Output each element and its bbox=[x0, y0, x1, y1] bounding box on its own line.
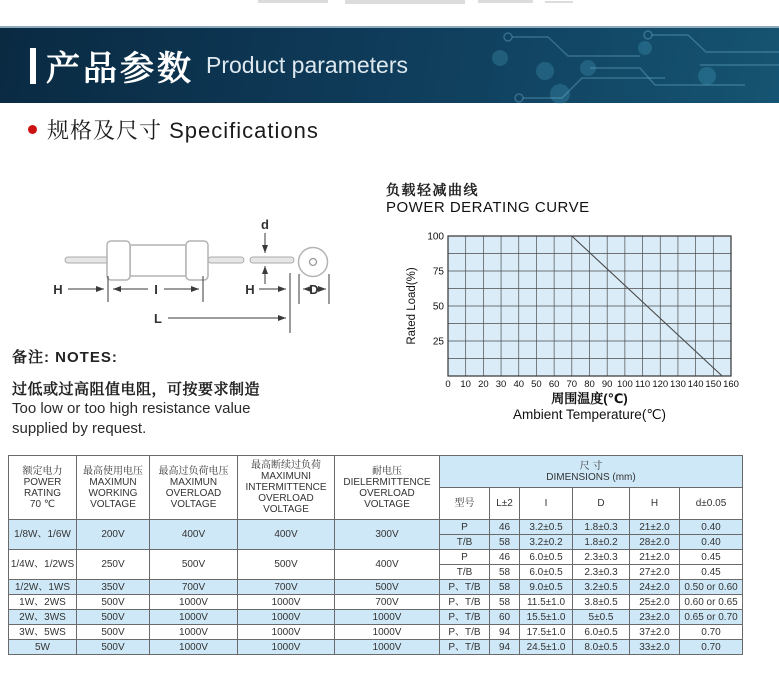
chart-title-en: POWER DERATING CURVE bbox=[386, 199, 590, 216]
section-title bbox=[28, 114, 319, 145]
table-row bbox=[9, 595, 743, 610]
dimension-cell: 17.5±1.0 bbox=[520, 625, 573, 640]
intermittent-voltage-cell: 700V bbox=[238, 580, 335, 595]
top-cropped-fragment bbox=[345, 0, 465, 4]
section-title-text: 规格及尺寸 Specifications bbox=[47, 118, 319, 143]
y-tick-label: 100 bbox=[427, 231, 444, 243]
dimension-cell: 3.2±0.2 bbox=[520, 535, 573, 550]
dim-label-h-right: H bbox=[245, 282, 255, 297]
x-tick-label: 130 bbox=[670, 379, 686, 390]
dimension-cell: 1.8±0.2 bbox=[573, 535, 630, 550]
power-rating-cell: 3W、5WS bbox=[9, 625, 77, 640]
x-tick-label: 160 bbox=[723, 379, 739, 390]
column-header bbox=[150, 456, 238, 520]
dims-subheader: d±0.05 bbox=[680, 488, 743, 520]
dimension-cell: 0.45 bbox=[680, 550, 743, 565]
y-tick-label: 25 bbox=[432, 336, 444, 348]
dimension-cell: 58 bbox=[490, 565, 520, 580]
dimension-cell: 0.45 bbox=[680, 565, 743, 580]
header-line: INTERMITTENCE bbox=[245, 482, 327, 493]
header-line: 70 ℃ bbox=[29, 498, 56, 510]
dimension-cell: 2.3±0.3 bbox=[573, 565, 630, 580]
dimension-cell: 37±2.0 bbox=[630, 625, 680, 640]
dim-label-diameter: D bbox=[309, 282, 319, 297]
table-row bbox=[9, 520, 743, 535]
dimension-cell: 60 bbox=[490, 610, 520, 625]
header-line: POWER bbox=[23, 476, 62, 488]
overload-voltage-cell: 400V bbox=[150, 520, 238, 550]
intermittent-voltage-cell: 1000V bbox=[238, 640, 335, 655]
column-header bbox=[9, 456, 77, 520]
dimension-cell: P、T/B bbox=[440, 580, 490, 595]
y-tick-label: 75 bbox=[432, 266, 444, 278]
dimension-cell: 46 bbox=[490, 550, 520, 565]
x-tick-label: 50 bbox=[531, 379, 542, 390]
x-tick-label: 90 bbox=[601, 379, 613, 390]
notes-block bbox=[12, 346, 260, 439]
intermittent-voltage-cell: 1000V bbox=[238, 610, 335, 625]
header-line: 最高过负荷电压 bbox=[158, 465, 229, 477]
dim-label-d: d bbox=[261, 217, 269, 232]
chart-title-zh: 负载轻减曲线 bbox=[386, 182, 479, 198]
dimension-cell: 6.0±0.5 bbox=[573, 625, 630, 640]
overload-voltage-cell: 1000V bbox=[150, 640, 238, 655]
header-line: OVERLOAD bbox=[359, 487, 415, 499]
section-bullet-icon bbox=[28, 125, 37, 134]
withstand-voltage-cell: 700V bbox=[335, 595, 440, 610]
dim-label-i: I bbox=[154, 282, 158, 297]
header-line: 尺 寸 bbox=[579, 460, 603, 472]
header-line: MAXIMUN bbox=[169, 476, 218, 488]
dimension-cell: T/B bbox=[440, 535, 490, 550]
dimension-cell: 5±0.5 bbox=[573, 610, 630, 625]
dimension-cell: 8.0±0.5 bbox=[573, 640, 630, 655]
table-row bbox=[9, 550, 743, 565]
header-line: DIELERMITTENCE bbox=[343, 476, 431, 488]
x-tick-label: 70 bbox=[566, 379, 578, 390]
dimension-cell: 23±2.0 bbox=[630, 610, 680, 625]
column-header bbox=[238, 456, 335, 520]
header-line: WORKING bbox=[88, 487, 138, 499]
power-rating-cell: 1/8W、1/6W bbox=[9, 520, 77, 550]
withstand-voltage-cell: 1000V bbox=[335, 610, 440, 625]
intermittent-voltage-cell: 500V bbox=[238, 550, 335, 580]
header-line: VOLTAGE bbox=[90, 498, 136, 510]
header-line: 额定电力 bbox=[22, 465, 63, 477]
top-cropped-fragment bbox=[478, 0, 533, 3]
dimension-cell: 1.8±0.3 bbox=[573, 520, 630, 535]
working-voltage-cell: 200V bbox=[77, 520, 150, 550]
x-tick-label: 120 bbox=[652, 379, 669, 390]
dimension-cell: P、T/B bbox=[440, 625, 490, 640]
header-banner bbox=[0, 26, 779, 103]
table-row bbox=[9, 580, 743, 595]
withstand-voltage-cell: 500V bbox=[335, 580, 440, 595]
notes-line-en: Too low or too high resistance value bbox=[12, 400, 251, 417]
intermittent-voltage-cell: 1000V bbox=[238, 625, 335, 640]
lead-segment bbox=[250, 257, 294, 263]
table-row bbox=[9, 640, 743, 655]
dimension-cell: 58 bbox=[490, 580, 520, 595]
x-tick-label: 60 bbox=[548, 379, 560, 390]
dimension-cell: 0.70 bbox=[680, 625, 743, 640]
dimension-cell: 0.40 bbox=[680, 520, 743, 535]
x-tick-label: 0 bbox=[445, 379, 451, 390]
table-row bbox=[9, 625, 743, 640]
dimension-cell: 21±2.0 bbox=[630, 520, 680, 535]
x-tick-label: 150 bbox=[705, 379, 722, 390]
dimension-cell: 46 bbox=[490, 520, 520, 535]
power-rating-cell: 2W、3WS bbox=[9, 610, 77, 625]
dimension-cell: 11.5±1.0 bbox=[520, 595, 573, 610]
dimension-cell: 6.0±0.5 bbox=[520, 565, 573, 580]
dimension-cell: 28±2.0 bbox=[630, 535, 680, 550]
title-accent-bar bbox=[30, 48, 36, 84]
withstand-voltage-cell: 1000V bbox=[335, 625, 440, 640]
overload-voltage-cell: 500V bbox=[150, 550, 238, 580]
header-line: RATING bbox=[23, 487, 62, 499]
dim-label-length: L bbox=[154, 311, 162, 326]
dimension-cell: 6.0±0.5 bbox=[520, 550, 573, 565]
dimension-cell: 0.50 or 0.60 bbox=[680, 580, 743, 595]
header-line: VOLTAGE bbox=[170, 498, 217, 510]
notes-heading: 备注: NOTES: bbox=[12, 349, 118, 366]
withstand-voltage-cell: 400V bbox=[335, 550, 440, 580]
dimension-cell: T/B bbox=[440, 565, 490, 580]
dimension-cell: P、T/B bbox=[440, 640, 490, 655]
x-axis-label-zh: 周围温度(℃) bbox=[551, 391, 628, 406]
header-line: 最高使用电压 bbox=[83, 465, 143, 477]
column-header bbox=[335, 456, 440, 520]
dims-subheader: I bbox=[520, 488, 573, 520]
working-voltage-cell: 500V bbox=[77, 595, 150, 610]
x-tick-label: 140 bbox=[687, 379, 704, 390]
dimension-cell: 2.3±0.3 bbox=[573, 550, 630, 565]
dims-subheader: H bbox=[630, 488, 680, 520]
resistor-side-view bbox=[65, 241, 244, 280]
dimensions-header bbox=[440, 456, 743, 488]
header-line: VOLTAGE bbox=[364, 498, 410, 510]
dimension-cell: P、T/B bbox=[440, 610, 490, 625]
top-cropped-fragment bbox=[545, 1, 573, 3]
power-rating-cell: 1/2W、1WS bbox=[9, 580, 77, 595]
dimension-cell: 0.40 bbox=[680, 535, 743, 550]
header-line: MAXIMUNI bbox=[261, 471, 311, 482]
table-row bbox=[9, 610, 743, 625]
header-line: DIMENSIONS (mm) bbox=[546, 471, 636, 483]
dimension-cell: 24.5±1.0 bbox=[520, 640, 573, 655]
working-voltage-cell: 500V bbox=[77, 625, 150, 640]
dimension-cell: 3.8±0.5 bbox=[573, 595, 630, 610]
dimension-cell: 15.5±1.0 bbox=[520, 610, 573, 625]
header-row bbox=[9, 456, 743, 488]
dimension-cell: 9.0±0.5 bbox=[520, 580, 573, 595]
power-rating-cell: 5W bbox=[9, 640, 77, 655]
dimension-cell: P bbox=[440, 520, 490, 535]
x-tick-label: 110 bbox=[634, 379, 651, 390]
x-tick-label: 30 bbox=[495, 379, 507, 390]
header-line: OVERLOAD bbox=[258, 493, 314, 504]
header-line: VOLTAGE bbox=[263, 504, 309, 515]
spec-table bbox=[8, 455, 743, 655]
y-axis-label: Rated Load(%) bbox=[406, 267, 418, 345]
working-voltage-cell: 250V bbox=[77, 550, 150, 580]
working-voltage-cell: 500V bbox=[77, 610, 150, 625]
dimension-cell: P bbox=[440, 550, 490, 565]
dims-subheader: 型号 bbox=[440, 488, 490, 520]
dimension-cell: 58 bbox=[490, 535, 520, 550]
dims-subheader: L±2 bbox=[490, 488, 520, 520]
dimension-cell: 0.65 or 0.70 bbox=[680, 610, 743, 625]
dimension-cell: 58 bbox=[490, 595, 520, 610]
working-voltage-cell: 500V bbox=[77, 640, 150, 655]
dimension-cell: 94 bbox=[490, 640, 520, 655]
dimension-cell: P、T/B bbox=[440, 595, 490, 610]
withstand-voltage-cell: 300V bbox=[335, 520, 440, 550]
dimension-cell: 0.70 bbox=[680, 640, 743, 655]
spec-table-head bbox=[9, 456, 743, 520]
header-line: 耐电压 bbox=[372, 465, 402, 477]
dims-subheader: D bbox=[573, 488, 630, 520]
overload-voltage-cell: 700V bbox=[150, 580, 238, 595]
dimension-cell: 27±2.0 bbox=[630, 565, 680, 580]
y-tick-label: 50 bbox=[432, 301, 444, 313]
dimension-cell: 21±2.0 bbox=[630, 550, 680, 565]
x-tick-label: 40 bbox=[513, 379, 525, 390]
dimension-cell: 25±2.0 bbox=[630, 595, 680, 610]
dimension-cell: 24±2.0 bbox=[630, 580, 680, 595]
banner-title-zh: 产品参数 bbox=[46, 50, 194, 88]
overload-voltage-cell: 1000V bbox=[150, 625, 238, 640]
x-tick-label: 10 bbox=[460, 379, 471, 390]
intermittent-voltage-cell: 400V bbox=[238, 520, 335, 550]
power-rating-cell: 1/4W、1/2WS bbox=[9, 550, 77, 580]
banner-title-en: Product parameters bbox=[206, 52, 408, 78]
spec-table-body bbox=[9, 520, 743, 655]
withstand-voltage-cell: 1000V bbox=[335, 640, 440, 655]
x-tick-label: 80 bbox=[584, 379, 595, 390]
column-header bbox=[77, 456, 150, 520]
overload-voltage-cell: 1000V bbox=[150, 610, 238, 625]
dimension-cell: 0.60 or 0.65 bbox=[680, 595, 743, 610]
x-axis-label-en: Ambient Temperature(℃) bbox=[513, 407, 666, 422]
dimension-cell: 3.2±0.5 bbox=[573, 580, 630, 595]
notes-line-en: supplied by request. bbox=[12, 420, 147, 437]
top-cropped-fragment bbox=[258, 0, 328, 3]
derating-chart bbox=[385, 224, 765, 424]
resistor-dimension-diagram bbox=[28, 216, 378, 341]
working-voltage-cell: 350V bbox=[77, 580, 150, 595]
header-line: OVERLOAD bbox=[165, 487, 222, 499]
x-tick-label: 100 bbox=[616, 379, 633, 390]
power-rating-cell: 1W、2WS bbox=[9, 595, 77, 610]
dimension-cell: 33±2.0 bbox=[630, 640, 680, 655]
dim-label-h-left: H bbox=[53, 282, 63, 297]
intermittent-voltage-cell: 1000V bbox=[238, 595, 335, 610]
resistor-end-view bbox=[299, 248, 328, 277]
notes-line-zh: 过低或过高阻值电阻，可按要求制造 bbox=[12, 381, 261, 398]
dimension-cell: 94 bbox=[490, 625, 520, 640]
header-line: 最高断续过负荷 bbox=[251, 460, 321, 471]
header-line: MAXIMUN bbox=[89, 476, 137, 488]
x-tick-label: 20 bbox=[478, 379, 489, 390]
dimension-cell: 3.2±0.5 bbox=[520, 520, 573, 535]
overload-voltage-cell: 1000V bbox=[150, 595, 238, 610]
